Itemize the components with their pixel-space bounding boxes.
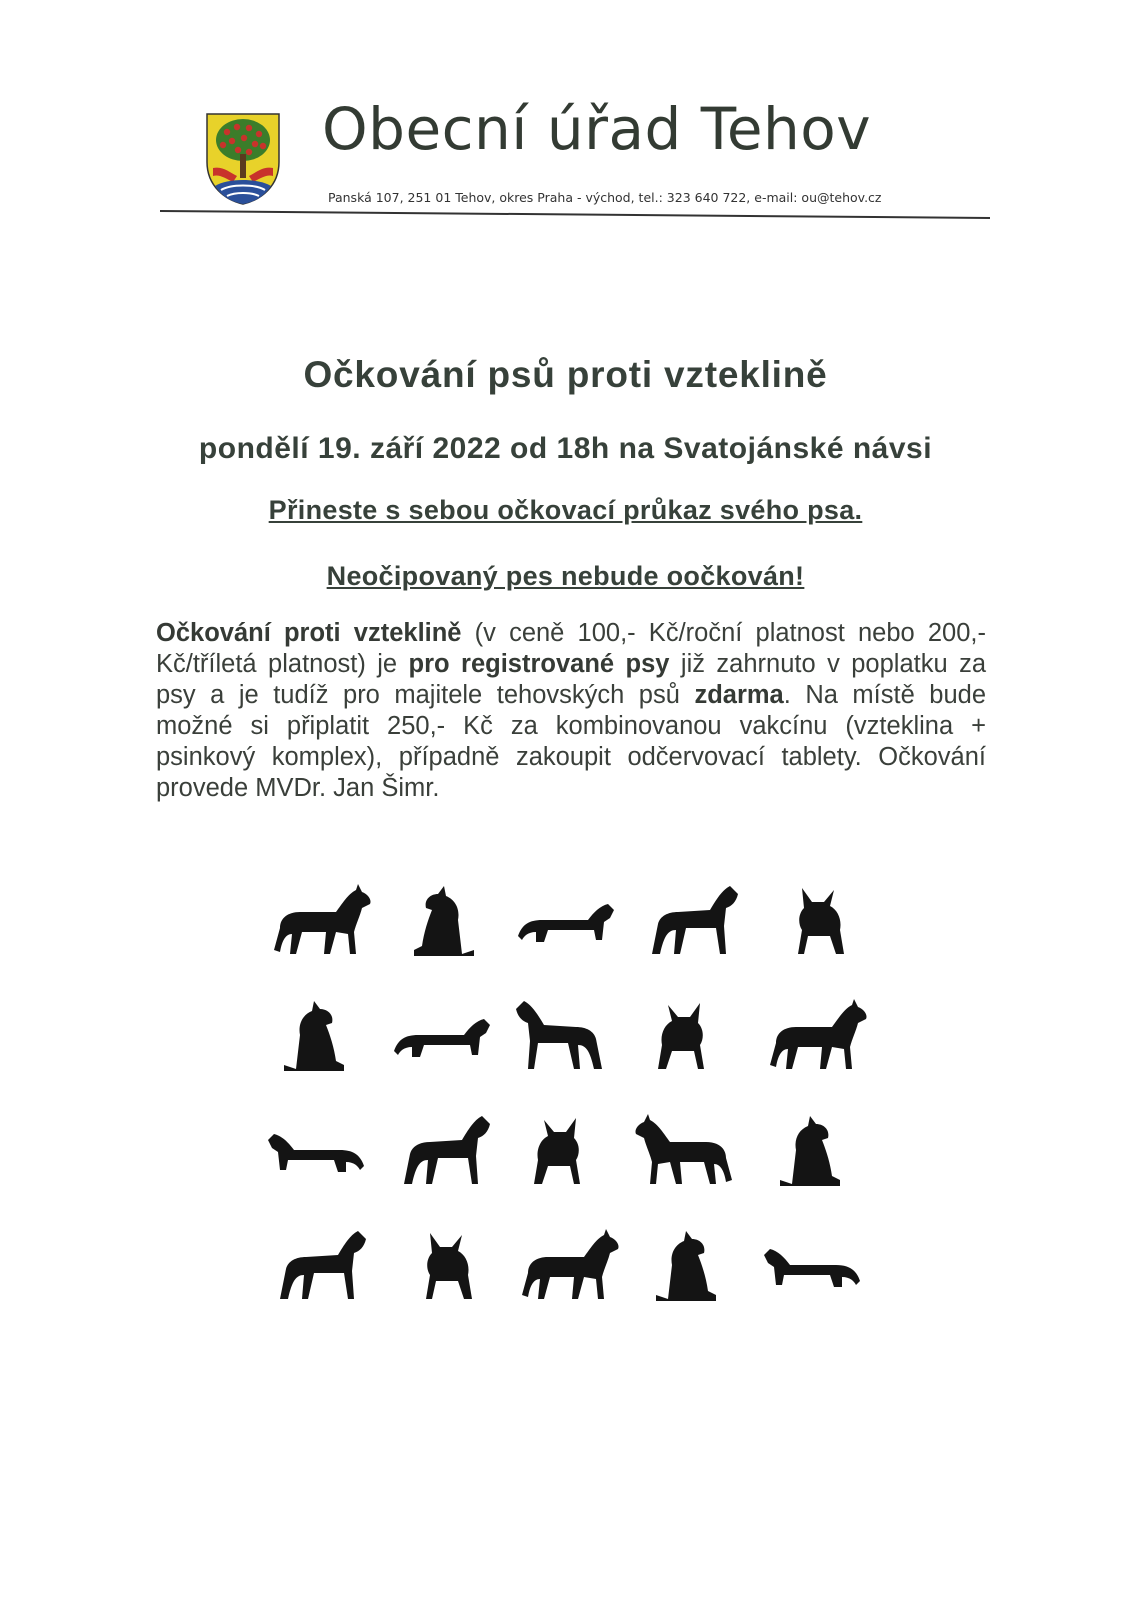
dog-silhouettes-illustration <box>260 870 880 1330</box>
dog-silhouette-icon <box>522 1229 619 1299</box>
dog-silhouette-icon <box>414 886 474 956</box>
dog-silhouette-icon <box>268 1134 364 1172</box>
body-text-1: (v ceně 100,- Kč/roční platnost nebo 200,-Kč/tříletá platnost) je <box>156 619 986 678</box>
dog-silhouette-icon <box>404 1116 490 1184</box>
dog-silhouette-icon <box>284 1001 344 1071</box>
notice-body <box>156 618 986 804</box>
dog-silhouette-icon <box>518 904 614 942</box>
office-address: Panská 107, 251 01 Tehov, okres Praha - východ, tel.: 323 640 722, e-mail: ou@tehov.cz <box>328 190 882 205</box>
notice-title: Očkování psů proti vzteklině <box>303 354 828 395</box>
dog-silhouette-icon <box>534 1118 580 1184</box>
header-rule <box>160 210 990 224</box>
dog-silhouette-icon <box>280 1231 366 1299</box>
dog-silhouette-icon <box>656 1231 716 1301</box>
dog-silhouette-icon <box>798 888 844 954</box>
office-name: Obecní úřad Tehov <box>322 95 872 163</box>
dog-silhouette-icon <box>426 1233 472 1299</box>
body-bold-2: pro registrované psy <box>408 650 670 678</box>
dog-silhouette-icon <box>274 884 371 954</box>
dog-silhouette-icon <box>770 999 867 1069</box>
dog-silhouette-icon <box>516 1001 602 1069</box>
dog-silhouette-icon <box>652 886 738 954</box>
dog-silhouette-icon <box>780 1116 840 1186</box>
dog-silhouette-icon <box>394 1019 490 1057</box>
dog-silhouette-icon <box>764 1249 860 1287</box>
event-date: pondělí 19. září 2022 od 18h na Svatojánské návsi <box>198 432 933 465</box>
body-text-3: . Na místě bude možné si připlatit 250,- Kč za kombinovanou vakcínu (vzteklina + psinkový komplex), případně zakoupit odčervovací tablety. Očkování provede MVDr. Jan Šimr. <box>156 681 986 802</box>
body-bold-1: Očkování proti vzteklině <box>156 619 462 647</box>
bring-certificate-note: Přineste s sebou očkovací průkaz svého psa. <box>268 495 863 525</box>
body-text-2: již zahrnuto v poplatku za psy a je tudíž pro majitele tehovských psů <box>156 650 987 709</box>
microchip-warning: Neočipovaný pes nebude oočkován! <box>326 561 805 591</box>
dog-silhouette-icon <box>658 1003 704 1069</box>
dog-silhouette-icon <box>635 1114 732 1184</box>
coat-of-arms-icon <box>203 110 283 206</box>
body-bold-3: zdarma <box>694 681 784 709</box>
